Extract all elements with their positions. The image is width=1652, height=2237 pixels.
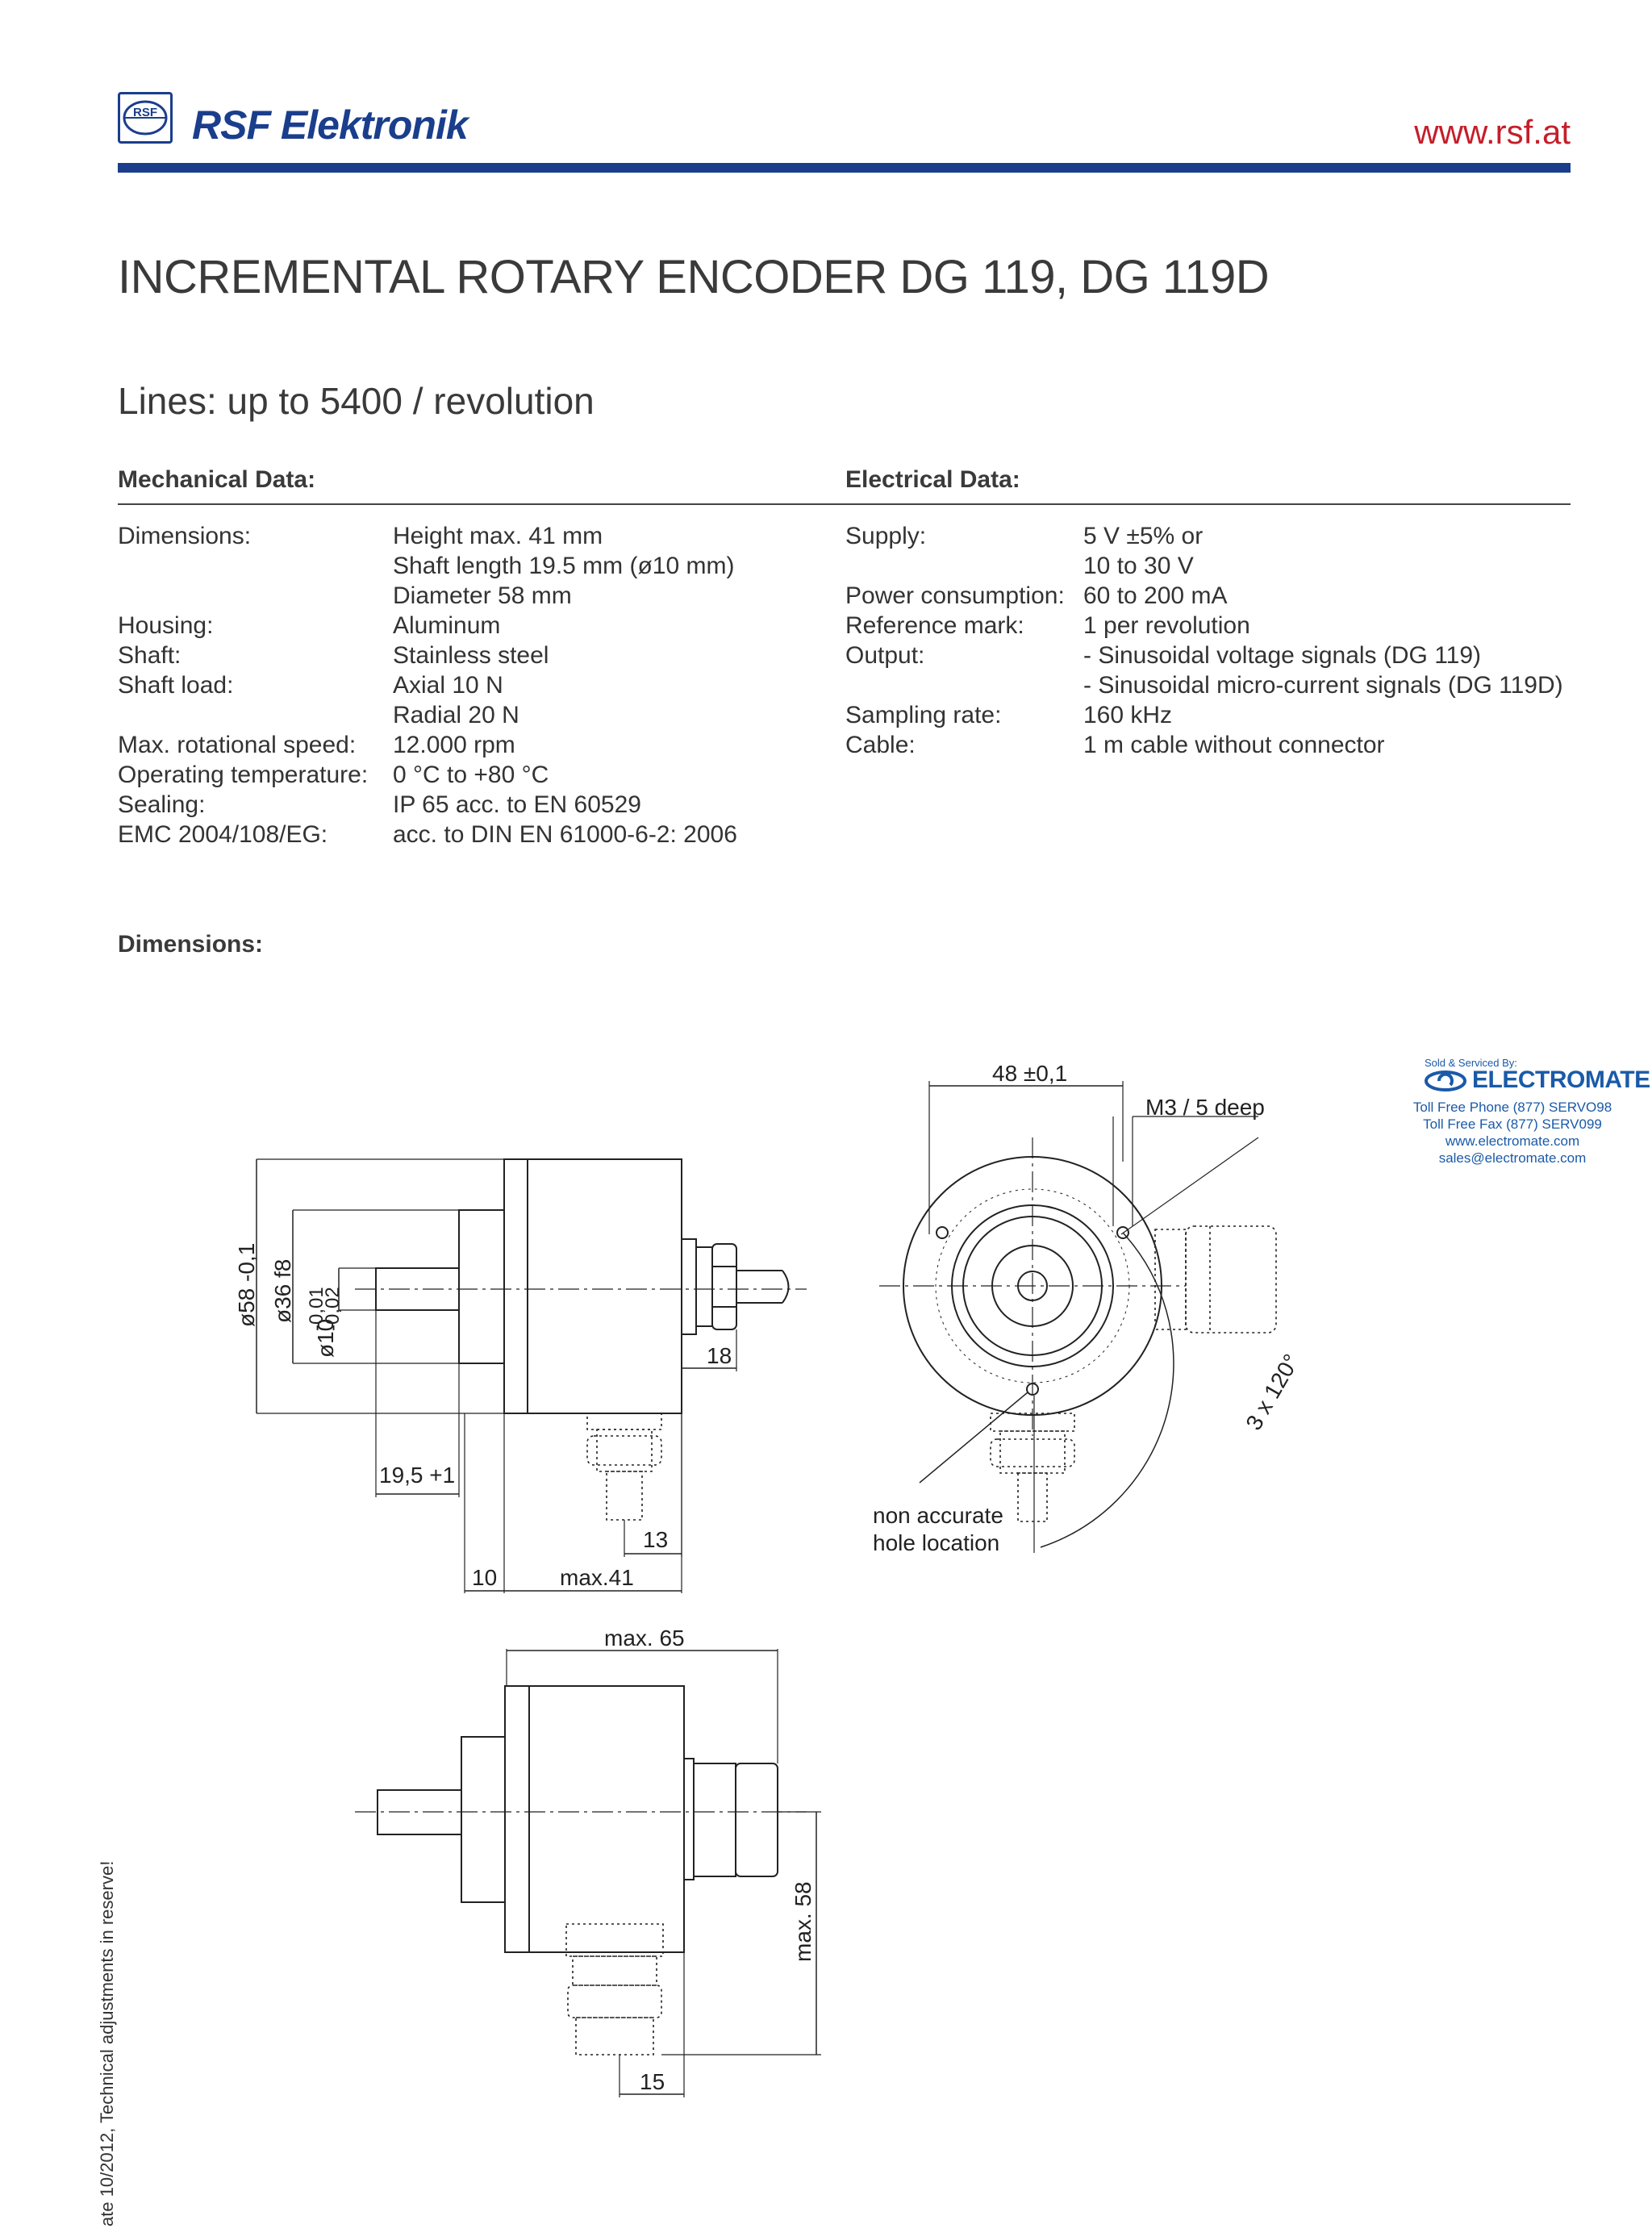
label-18: 18: [707, 1343, 732, 1368]
distributor-sold-by: Sold & Serviced By:: [1425, 1057, 1517, 1069]
mech-label: Operating temperature:: [118, 762, 369, 788]
distributor-fax: Toll Free Fax (877) SERV099: [1423, 1116, 1602, 1132]
label-angle: 3 x 120°: [1241, 1350, 1304, 1434]
page-subtitle: Lines: up to 5400 / revolution: [118, 380, 594, 422]
mech-label: Shaft load:: [118, 672, 234, 699]
connector-side-2: [736, 1763, 778, 1876]
label-d36: ø36 f8: [270, 1258, 295, 1323]
mech-value: Axial 10 N: [393, 672, 503, 699]
label-13: 13: [643, 1527, 669, 1552]
label-bolt-circle: 48 ±0,1: [992, 1061, 1068, 1086]
label-max58: max. 58: [791, 1881, 816, 1962]
electrical-heading: Electrical Data:: [845, 466, 1020, 493]
distributor-web[interactable]: www.electromate.com: [1445, 1133, 1580, 1149]
label-15: 15: [640, 2069, 665, 2094]
elec-label: Cable:: [845, 732, 916, 758]
mech-value: Aluminum: [393, 612, 501, 639]
elec-value: 160 kHz: [1083, 702, 1173, 728]
mech-label: Max. rotational speed:: [118, 732, 357, 758]
encoder-flange-side-2: [461, 1737, 505, 1902]
elec-value: - Sinusoidal voltage signals (DG 119): [1083, 642, 1482, 669]
encoder-flange-side: [459, 1210, 504, 1363]
elec-value: 60 to 200 mA: [1083, 582, 1228, 609]
mech-value: Shaft length 19.5 mm (ø10 mm): [393, 553, 735, 579]
mech-value: Height max. 41 mm: [393, 523, 603, 549]
elec-label: Output:: [845, 642, 925, 669]
elec-value: 1 per revolution: [1083, 612, 1250, 639]
connector-outline-front: [1155, 1226, 1276, 1333]
mech-value: IP 65 acc. to EN 60529: [393, 791, 641, 818]
mech-value: Radial 20 N: [393, 702, 519, 728]
label-max41: max.41: [560, 1565, 634, 1590]
angle-arc: [1041, 1233, 1174, 1547]
label-d10-tol-lower: -0,02: [322, 1287, 344, 1331]
label-shaft-len: 19,5 +1: [379, 1463, 456, 1488]
mount-hole: [937, 1227, 948, 1238]
elec-label: Supply:: [845, 523, 927, 549]
note-leader: [920, 1392, 1028, 1483]
connector-outline-side: [587, 1413, 661, 1520]
label-note-line1: non accurate: [873, 1503, 1003, 1528]
brand-name: RSF Elektronik: [192, 102, 468, 148]
label-d58: ø58 -0,1: [234, 1242, 259, 1327]
mech-value: 0 °C to +80 °C: [393, 762, 549, 788]
distributor-email[interactable]: sales@electromate.com: [1438, 1150, 1587, 1166]
logo-text: RSF: [133, 106, 157, 119]
mech-label: Shaft:: [118, 642, 181, 669]
distributor-phone: Toll Free Phone (877) SERVO98: [1412, 1100, 1612, 1115]
encoder-body-side: [504, 1159, 682, 1413]
elec-label: Power consumption:: [845, 582, 1065, 609]
mech-label: Housing:: [118, 612, 214, 639]
mech-value: acc. to DIN EN 61000-6-2: 2006: [393, 821, 737, 848]
label-d10-tol-upper: -0,01: [306, 1287, 327, 1331]
label-flange: 10: [472, 1565, 498, 1590]
elec-label: Reference mark:: [845, 612, 1024, 639]
label-note-line2: hole location: [873, 1530, 1000, 1555]
label-max65: max. 65: [604, 1626, 685, 1651]
elec-value: 1 m cable without connector: [1083, 732, 1385, 758]
elec-label: Sampling rate:: [845, 702, 1002, 728]
connector-outline-bottom: [566, 1924, 663, 2055]
distributor-name: ELECTROMATE: [1472, 1066, 1650, 1093]
cable-side: [736, 1271, 782, 1303]
page-title: INCREMENTAL ROTARY ENCODER DG 119, DG 119D: [118, 251, 1270, 303]
dimensions-heading: Dimensions:: [118, 931, 264, 958]
mech-label: EMC 2004/108/EG:: [118, 821, 328, 848]
mechanical-heading: Mechanical Data:: [118, 466, 316, 493]
website-link[interactable]: www.rsf.at: [1414, 113, 1571, 151]
cable-gland-side: [712, 1244, 736, 1329]
mech-value: Stainless steel: [393, 642, 549, 669]
label-d10: ø10: [313, 1318, 338, 1358]
mech-value: Diameter 58 mm: [393, 582, 572, 609]
mech-label: Dimensions:: [118, 523, 252, 549]
label-thread: M3 / 5 deep: [1145, 1095, 1265, 1120]
side-note: ate 10/2012, Technical adjustments in reserve!: [97, 1860, 117, 2227]
elec-value: - Sinusoidal micro-current signals (DG 119D): [1083, 672, 1563, 699]
mech-label: Sealing:: [118, 791, 206, 818]
elec-value: 5 V ±5% or: [1083, 523, 1204, 549]
mech-value: 12.000 rpm: [393, 732, 515, 758]
encoder-body-side-2: [505, 1686, 684, 1952]
elec-value: 10 to 30 V: [1083, 553, 1194, 579]
